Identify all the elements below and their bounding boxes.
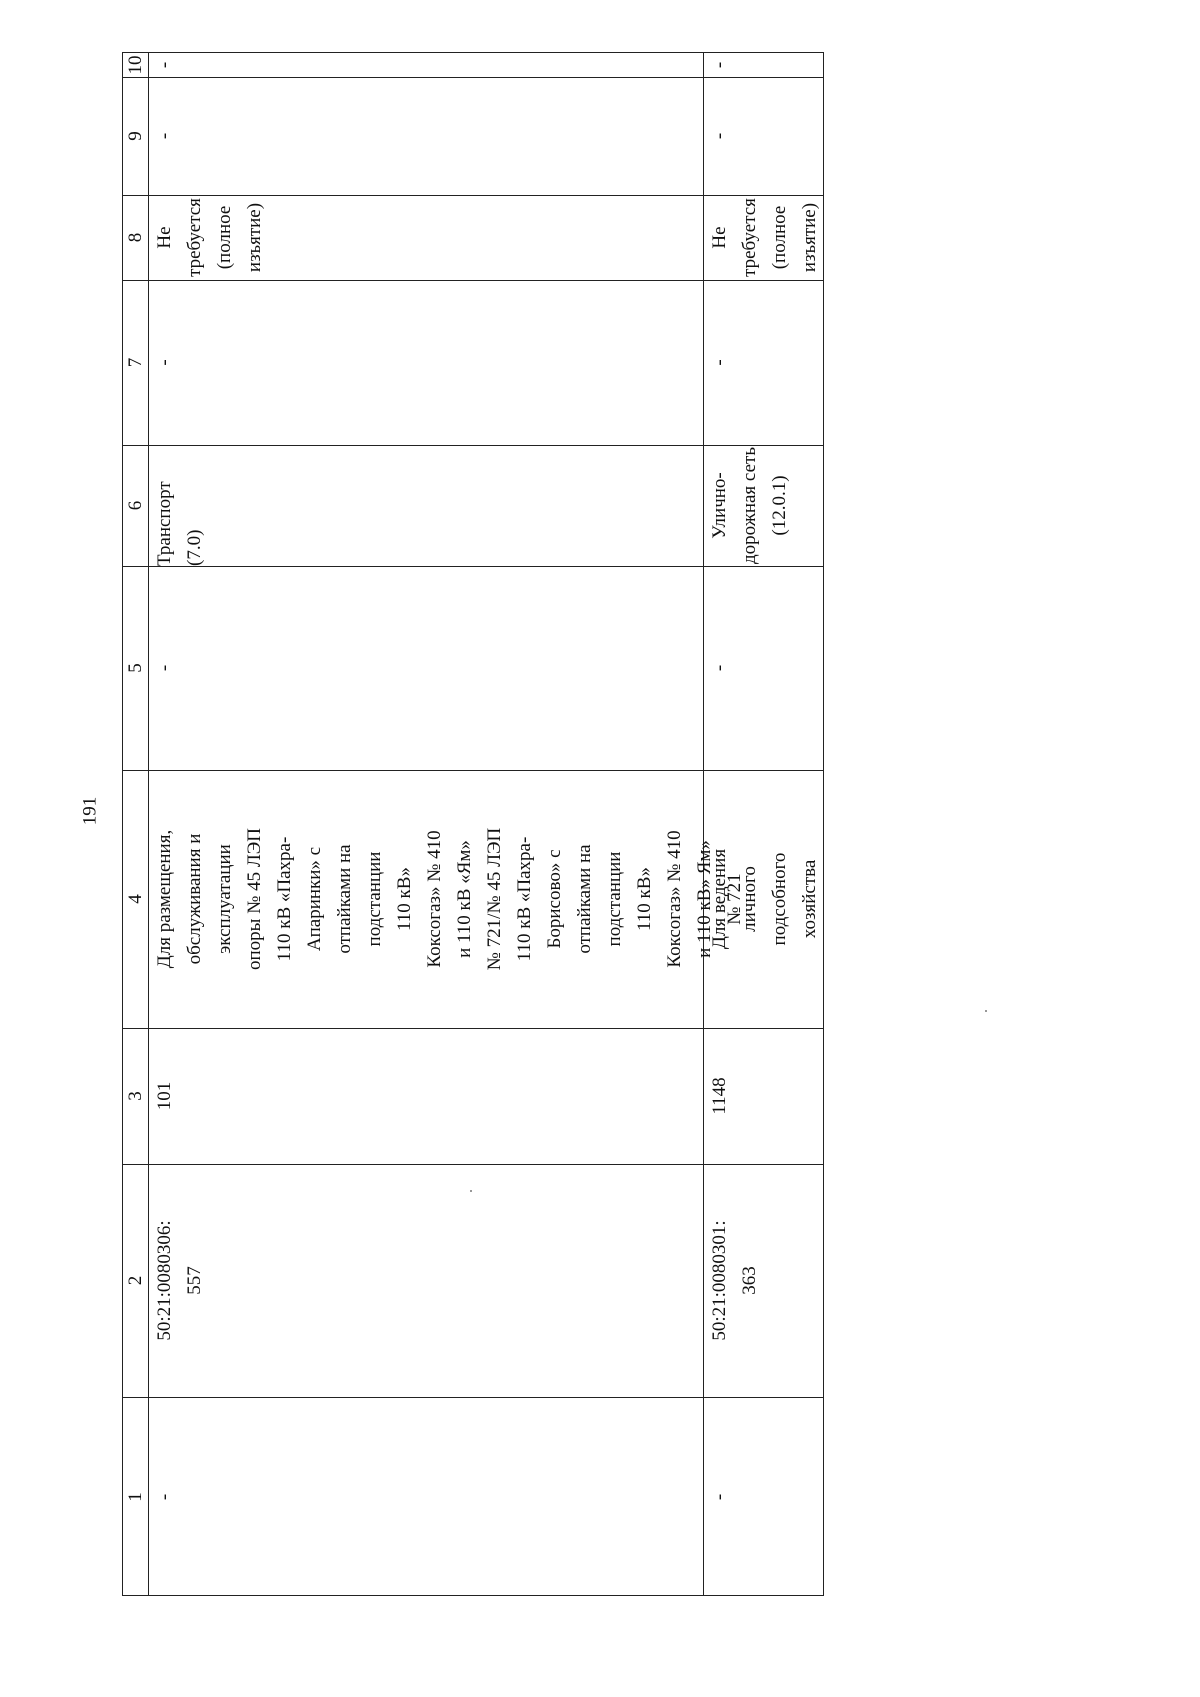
row2-col8: Не требуется (полное изъятие) — [709, 198, 820, 277]
header-col-7: 7 — [125, 357, 146, 368]
row2-col9: - — [709, 132, 730, 140]
header-col-3: 3 — [125, 1091, 146, 1101]
row-divider — [703, 53, 704, 1595]
header-col-9: 9 — [125, 131, 146, 141]
row1-col6: Транспорт (7.0) — [154, 481, 205, 566]
row1-col2: 50:21:0080306: 557 — [154, 1220, 205, 1341]
row2-col7: - — [709, 359, 730, 366]
header-col-2: 2 — [125, 1275, 146, 1286]
header-col-1: 1 — [125, 1492, 146, 1502]
header-col-8: 8 — [125, 232, 146, 243]
header-col-4: 4 — [125, 894, 146, 904]
row2-col2: 50:21:0080301: 363 — [709, 1220, 760, 1341]
row1-col3: 101 — [154, 1081, 175, 1111]
row2-col6: Улично- дорожная сеть (12.0.1) — [709, 447, 790, 564]
row1-col5: - — [154, 664, 175, 672]
column-divider — [148, 53, 149, 1595]
header-col-6: 6 — [125, 500, 146, 511]
row2-col5: - — [709, 664, 730, 672]
land-plots-table — [122, 52, 824, 1596]
row1-col9: - — [154, 132, 175, 140]
scan-speck — [985, 1010, 987, 1012]
row1-col10: - — [154, 61, 175, 69]
page-number: 191 — [79, 796, 101, 826]
row1-col1: - — [154, 1493, 175, 1501]
row2-col10: - — [709, 61, 730, 69]
row2-col3: 1148 — [709, 1077, 730, 1115]
row2-col4: Для ведения личного подсобного хозяйства — [709, 848, 820, 950]
scan-speck — [470, 1190, 472, 1192]
header-col-5: 5 — [125, 663, 146, 673]
row1-col4: Для размещения, обслуживания и эксплуатации опоры № 45 ЛЭП 110 кВ «Пахра- Апаринки» с отпайками на подстанции 110 кВ» Коксогаз» № 410 и 110 кВ «Ям» № 721/№ 45 ЛЭП 110 кВ «Пахра- Борисово» с отпайками на подстанции 110 кВ» Коксогаз» № 410 и 110 кВ» Ям» № 721 — [154, 827, 745, 971]
row1-col8: Не требуется (полное изъятие) — [154, 198, 265, 277]
row1-col7: - — [154, 359, 175, 366]
row2-col1: - — [709, 1493, 730, 1501]
header-col-10: 10 — [125, 55, 146, 75]
